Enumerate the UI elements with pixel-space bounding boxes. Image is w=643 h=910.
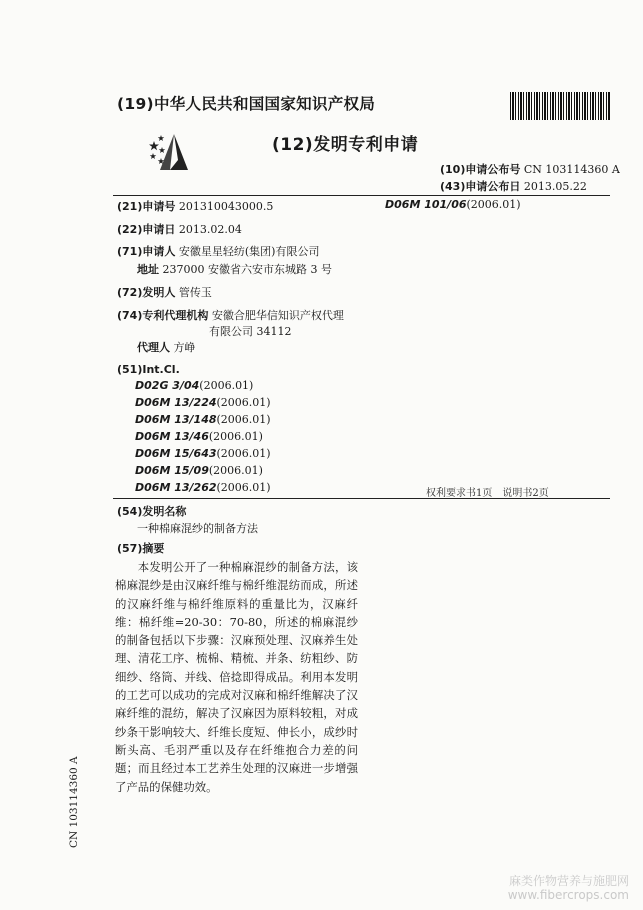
pub-no: CN 103114360 A [523, 163, 620, 176]
ipc-main-code: D06M 101/06 [385, 198, 467, 211]
cnipa-emblem-icon [148, 130, 196, 176]
ipc-version: (2006.01) [208, 464, 263, 477]
header-rule [113, 195, 610, 196]
barcode [510, 92, 610, 120]
address-label: 地址 [137, 263, 159, 276]
watermark-line2: www.fibercrops.com [507, 888, 629, 902]
agency-label: (74)专利代理机构 [117, 309, 209, 322]
biblio-rule [113, 498, 610, 499]
pages-info: 权利要求书1页 说明书2页 [426, 488, 549, 499]
app-no-label: (21)申请号 [117, 200, 176, 213]
abstract-text [115, 558, 358, 796]
ipc-version: (2006.01) [208, 430, 263, 443]
invention-title: 一种棉麻混纱的制备方法 [137, 522, 258, 535]
app-date-label: (22)申请日 [117, 223, 176, 236]
pub-date-label: (43)申请公布日 [440, 180, 521, 193]
applicant-label: (71)申请人 [117, 245, 176, 258]
watermark-line1: 麻类作物营养与施肥网 [508, 874, 629, 888]
ipc-main-version: (2006.01) [466, 198, 521, 211]
ipc-code: D06M 13/262 [135, 481, 217, 494]
abstract-paragraph: 本发明公开了一种棉麻混纱的制备方法，该棉麻混纱是由汉麻纤维与棉纤维混纺而成，所述的汉麻纤维与棉纤维原料的重量比为，汉麻纤维：棉纤维=20-30：70-80，所述的棉麻混纱的制备包括以下步骤：汉麻预处理、汉麻养生处理、清花工序、梳棉、精梳、并条、纺粗纱、防细纱、络筒、并线、倍捻即得成品。利用本发明的工艺可以成功的完成对汉麻和棉纤维解决了汉麻纤维的混纺，解决了汉麻因为原料较粗，对成纱条干影响较大、纤维长度短、伸长小，成纱时断头高、毛羽严重以及存在纤维抱合力差的问题；而且经过本工艺养生处理的汉麻进一步增强了产品的保健功效。 [115, 560, 358, 794]
title-label: (54)发明名称 [117, 505, 187, 518]
pub-date: 2013.05.22 [523, 180, 587, 193]
office-name: (19)中华人民共和国国家知识产权局 [117, 95, 376, 113]
abstract-label: (57)摘要 [117, 542, 165, 555]
agent-label: 代理人 [137, 341, 170, 354]
ipc-version: (2006.01) [216, 447, 271, 460]
agency-line2: 有限公司 34112 [209, 325, 292, 338]
inventor-label: (72)发明人 [117, 286, 176, 299]
pub-no-label: (10)申请公布号 [440, 163, 521, 176]
ipc-code: D02G 3/04 [135, 379, 200, 392]
ipc-code: D06M 13/224 [135, 396, 217, 409]
agent: 方峥 [173, 341, 196, 354]
ipc-version: (2006.01) [199, 379, 254, 392]
side-publication-number: CN 103114360 A [68, 756, 80, 848]
document-type: (12)发明专利申请 [272, 135, 419, 155]
address: 237000 安徽省六安市东城路 3 号 [162, 263, 332, 276]
app-no: 201310043000.5 [178, 200, 274, 213]
applicant: 安徽星星轻纺(集团)有限公司 [178, 245, 320, 258]
ipc-code: D06M 15/643 [135, 447, 217, 460]
intcl-label: (51)Int.Cl. [117, 363, 180, 376]
inventor: 管传玉 [178, 286, 212, 299]
ipc-code: D06M 13/148 [135, 413, 217, 426]
app-date: 2013.02.04 [178, 223, 242, 236]
ipc-version: (2006.01) [216, 481, 271, 494]
ipc-version: (2006.01) [216, 396, 271, 409]
ipc-code: D06M 15/09 [135, 464, 209, 477]
ipc-code: D06M 13/46 [135, 430, 209, 443]
agency-line1: 安徽合肥华信知识产权代理 [211, 309, 344, 322]
ipc-version: (2006.01) [216, 413, 271, 426]
